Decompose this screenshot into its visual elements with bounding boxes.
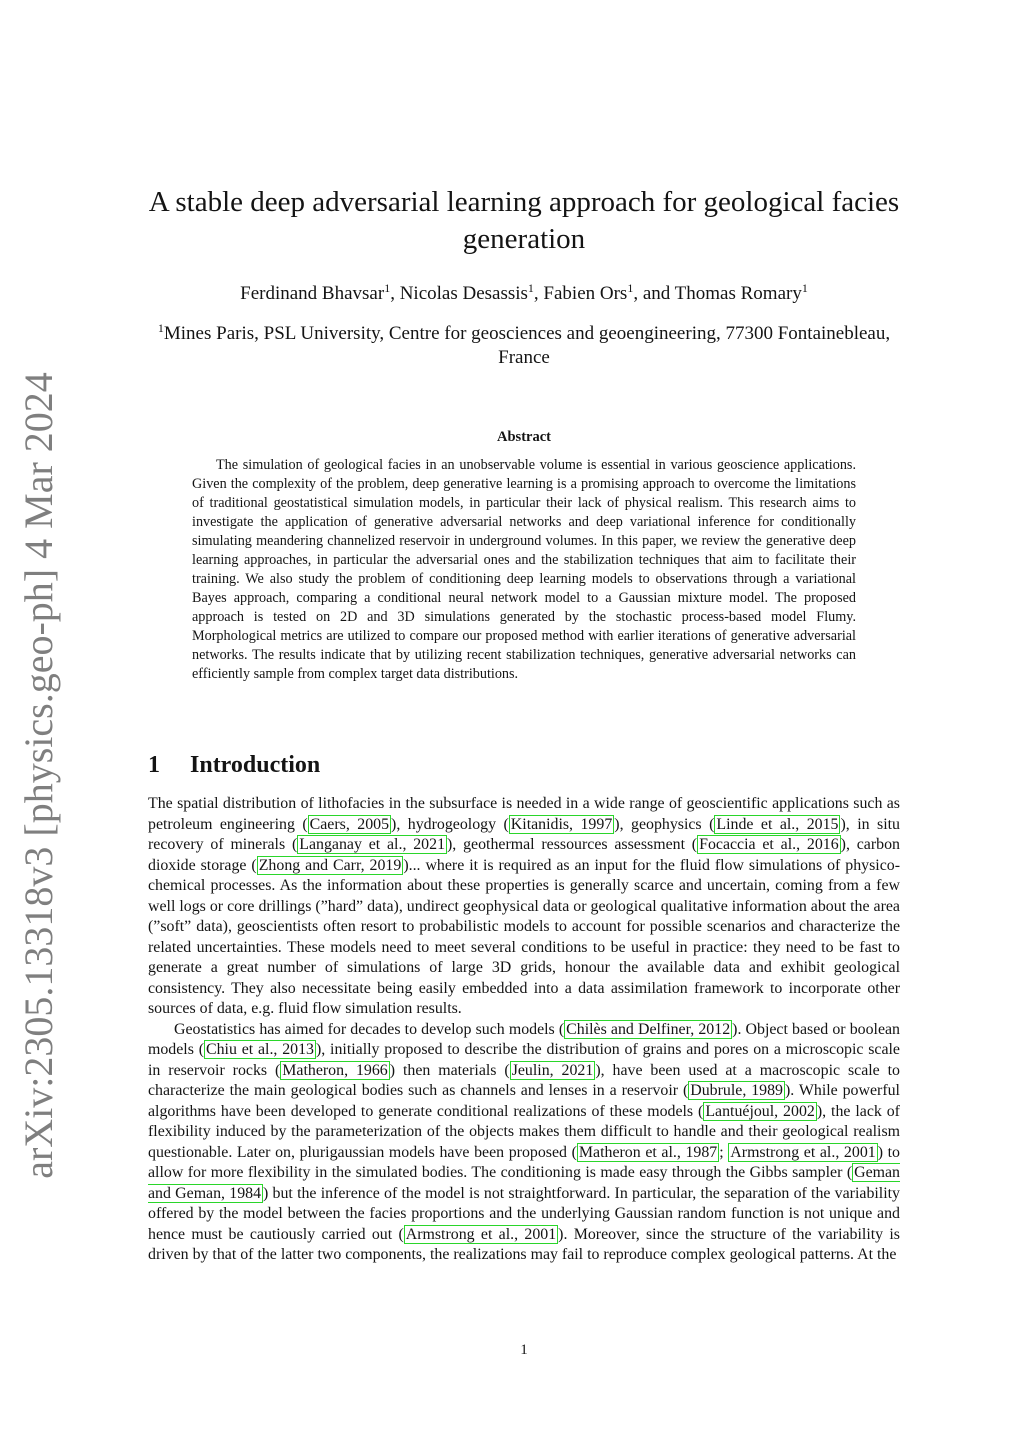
citation-link[interactable]: Jeulin, 2021 [511,1061,594,1079]
citation-link[interactable]: Matheron et al., 1987 [578,1143,718,1161]
author-name: Fabien Ors [543,283,628,304]
citation-link[interactable]: Geman and Geman, 1984 [148,1164,900,1202]
citation-link[interactable]: Chiu et al., 2013 [206,1041,314,1058]
citation-link[interactable]: Focaccia et al., 2016 [699,836,839,853]
body-text [148,794,900,1266]
paragraph-text: ). Moreover, since the structure of the variability is driven by that of the latter two components, the realizations may fail to reproduce complex geological patterns. At the [148,1225,900,1263]
paragraph-text: )... where it is required as an input for the fluid flow simulations of physico-chemical processes. As the information about these properties is generally scarce and uncertain, coming from a few well logs or core drillings (”hard” data), undirect geophysical data or geological qualitative information about the area (”soft” data), geoscientists often resort to probabilistic models to account for possible scenarios and characterize the related uncertainties. These models need to meet several conditions to be useful in practice: they need to be fast to generate a great number of simulations of large 3D grids, honour the available data and exhibit geological consistency. They also necessitate being easily embedded into a data assimilation framework to incorporate other sources of data, e.g. fluid flow simulation results. [148,856,900,1017]
section-heading [148,750,320,780]
paragraph-text: ) then materials ( [389,1061,510,1079]
citation-link[interactable]: Kitanidis, 1997 [510,815,613,833]
arxiv-identifier: arXiv:2305.13318v3 [physics.geo-ph] 4 Mar 2024 [15,371,61,1179]
citation-link[interactable]: Armstrong et al., 2001 [730,1143,876,1161]
paragraph-text: ) to allow for more flexibility in the simulated bodies. The conditioning is made easy through the Gibbs sampler ( [148,1143,901,1181]
paragraph-text: ), the lack of flexibility induced by the parameterization of the objects makes them difficult to handle and their geological realism questionable. Later on, plurigaussian models have been proposed ( [148,1102,900,1161]
paragraph-text: ), geothermal ressources assessment ( [447,836,698,853]
paragraph-text: ), initially proposed to describe the distribution of grains and pores on a microscopic scale in reservoir rocks ( [148,1041,900,1079]
author-separator: , [533,283,544,304]
affiliation-marker: 1 [157,321,164,335]
affiliation-text: Mines Paris, PSL University, Centre for geosciences and geoengineering, 77300 Fontainebleau, France [163,323,891,368]
author-name: Ferdinand Bhavsar [240,283,385,304]
paragraph-text: ), geophysics ( [614,815,715,833]
author-name: Thomas Romary [674,283,802,304]
citation-link[interactable]: Chilès and Delfiner, 2012 [566,1020,731,1038]
paragraph-text: ), carbon dioxide storage ( [148,836,900,874]
paragraph-text: ), in situ recovery of minerals ( [148,815,900,853]
paragraph-text: The spatial distribution of lithofacies in the subsurface is needed in a wide range of geoscientific applications such as petroleum engineering ( [148,795,900,833]
citation-link[interactable]: Armstrong et al., 2001 [405,1225,557,1243]
paper-title: A stable deep adversarial learning approach for geological facies generation [148,186,900,255]
arxiv-sidebar [8,371,68,1179]
citation-link[interactable]: Caers, 2005 [309,815,390,833]
citation-link[interactable]: Zhong and Carr, 2019 [258,856,402,874]
paragraph-text: ) but the inference of the model is not straightforward. In particular, the separation of the variability offered by the model between the facies proportions and the underlying Gaussian random function is not unique and hence must be cautiously carried out ( [148,1184,900,1243]
citation-link[interactable]: Dubrule, 1989 [690,1082,783,1099]
author-affiliation-marker: 1 [627,281,634,295]
citation-link[interactable]: Lantuéjoul, 2002 [705,1102,815,1120]
section-title: Introduction [190,752,321,778]
paragraph-text: ; [719,1143,729,1161]
paragraph-text: ). While powerful algorithms have been developed to generate conditional realizations of these models ( [148,1082,900,1120]
abstract-text: The simulation of geological facies in an unobservable volume is essential in various geoscience applications. Given the complexity of the problem, deep generative learning is a promising approach to overcome the limitations of traditional geostatistical simulation models, in particular their lack of physical realism. This research aims to investigate the application of generative adversarial networks and deep variational inference for conditionally simulating meandering channelized reservoir in underground volumes. In this paper, we review the generative deep learning approaches, in particular the adversarial ones and the stabilization techniques that aim to facilitate their training. We also study the problem of conditioning deep learning models to observations through a variational Bayes approach, comparing a conditional neural network model to a Gaussian mixture model. The proposed approach is tested on 2D and 3D simulations generated by the stochastic process-based model Flumy. Morphological metrics are utilized to compare our proposed method with earlier iterations of generative adversarial networks. The results indicate that by utilizing recent stabilization techniques, generative adversarial networks can efficiently sample from complex target data distributions. [192,457,856,682]
author-separator: , and [633,283,675,304]
citation-link[interactable]: Langanay et al., 2021 [299,836,446,853]
paragraph-text: ), hydrogeology ( [391,815,509,833]
affiliation [148,322,900,370]
author-affiliation-marker: 1 [384,281,391,295]
author-name: Nicolas Desassis [399,283,528,304]
abstract-heading: Abstract [497,429,551,445]
section-number: 1 [148,752,160,778]
paragraph-text: Geostatistics has aimed for decades to develop such models ( [174,1020,565,1038]
citation-link[interactable]: Matheron, 1966 [282,1061,388,1079]
paragraph-text: ). Object based or boolean models ( [148,1020,901,1058]
body-paragraph [148,1020,900,1266]
body-paragraph [148,794,900,1020]
page-number: 1 [520,1342,528,1358]
paragraph-text: ), have been used at a macroscopic scale to characterize the main geological bodies such as channels and lenses in a reservoir ( [148,1061,900,1099]
author-affiliation-marker: 1 [801,281,808,295]
author-affiliation-marker: 1 [527,281,534,295]
citation-link[interactable]: Linde et al., 2015 [716,815,839,833]
author-separator: , [390,283,400,304]
author-list [148,282,900,306]
